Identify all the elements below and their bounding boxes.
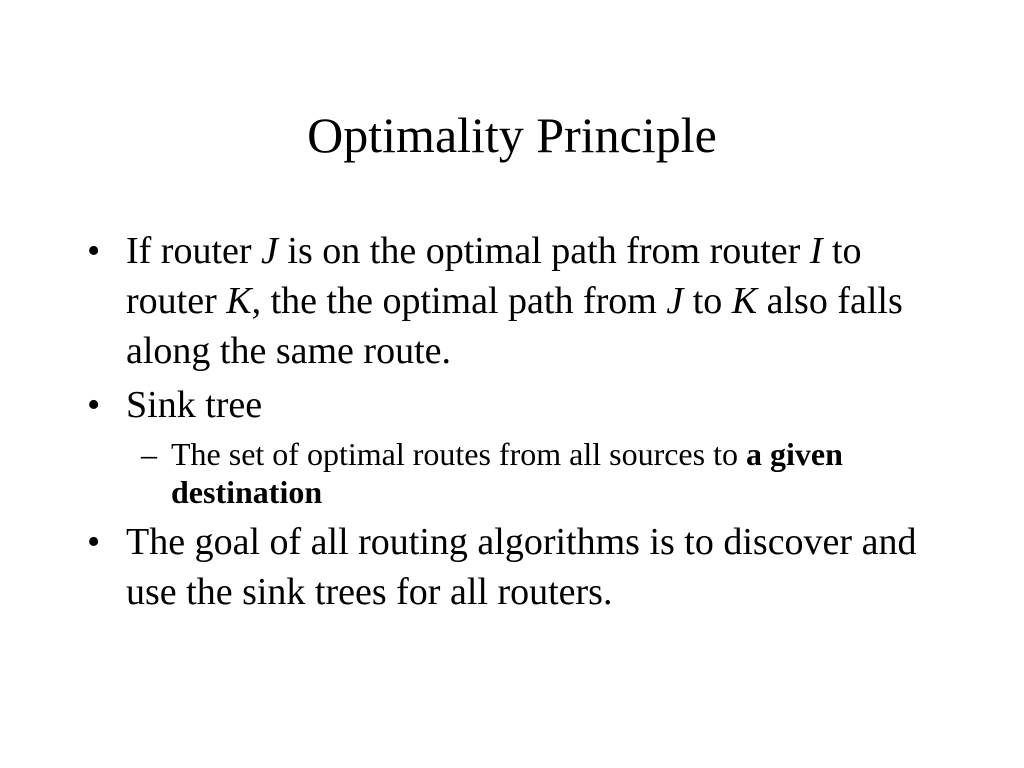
bullet-text: The goal of all routing algorithms is to discover and use the sink trees for all routers. — [126, 521, 917, 613]
router-j-label: J — [666, 280, 684, 322]
bullet-icon: • — [87, 230, 101, 272]
bullet-text-part: , the the optimal path from — [251, 280, 667, 322]
bullet-icon: • — [87, 521, 101, 563]
bullet-text-part: is on the optimal path from router — [277, 230, 810, 272]
router-k-label: K — [226, 280, 252, 322]
bullet-optimal-path — [0, 226, 956, 376]
bullet-text-part: also falls along the same route. — [126, 280, 903, 372]
router-k-label: K — [731, 280, 758, 322]
router-j-label: J — [261, 230, 278, 272]
sub-bullet-bold-text: a given destination — [171, 436, 843, 510]
bullet-text-part: to — [683, 280, 732, 322]
bullet-list — [0, 226, 1024, 617]
bullet-text-part: If router — [126, 230, 262, 272]
bullet-sink-tree — [0, 380, 956, 430]
slide-title: Optimality Principle — [307, 107, 717, 163]
sub-bullet-text: The set of optimal routes from all sources to — [171, 436, 746, 472]
sub-bullet-sink-tree-definition — [0, 435, 931, 511]
bullet-text: Sink tree — [126, 384, 263, 426]
bullet-icon: • — [87, 384, 101, 426]
bullet-text-part: to router — [126, 230, 862, 322]
dash-icon: – — [141, 436, 157, 472]
router-i-label: I — [809, 230, 823, 272]
bullet-routing-goal — [0, 517, 956, 617]
